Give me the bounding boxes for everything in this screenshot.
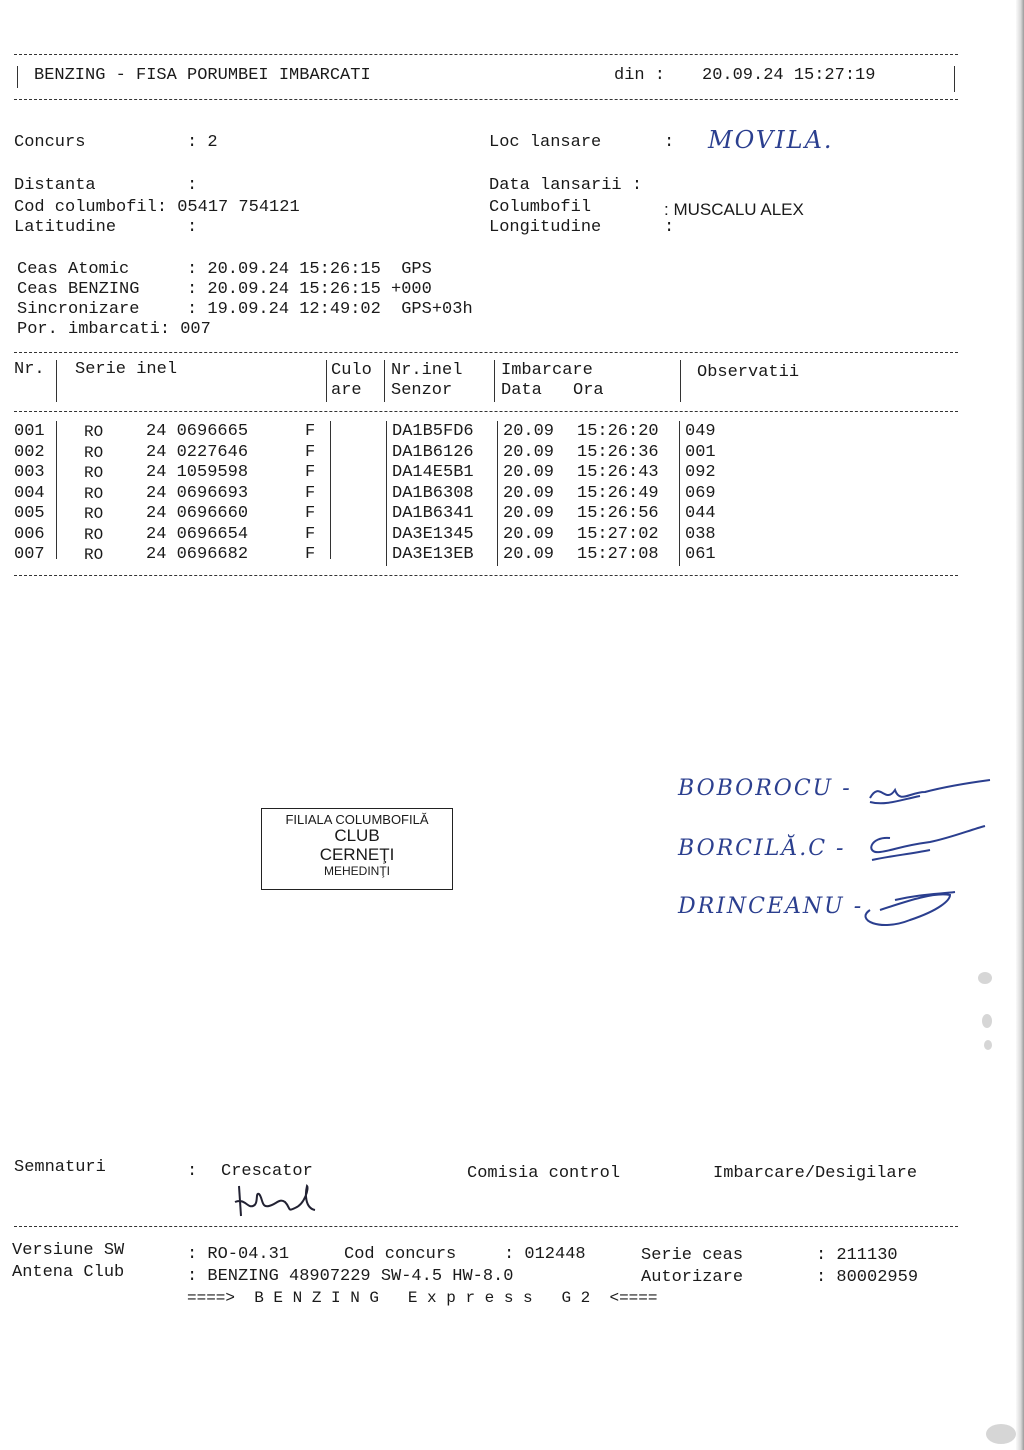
col-observatii: Observatii	[697, 363, 800, 382]
col-divider	[680, 360, 681, 402]
col-nr: Nr.	[14, 360, 45, 379]
columbofil-label: Columbofil	[489, 198, 592, 217]
row-senzor: DA1B6308	[392, 483, 474, 503]
autorizare-label: Autorizare	[641, 1268, 744, 1287]
benzing-express-banner: ====> B E N Z I N G E x p r e s s G 2 <====	[187, 1289, 658, 1307]
col-divider	[384, 360, 385, 402]
row-country: RO	[84, 505, 104, 523]
row-sex: F	[305, 442, 316, 462]
header-right-bar	[954, 66, 955, 92]
row-observatii: 044	[685, 504, 716, 523]
row-observatii: 092	[685, 463, 716, 482]
col-divider	[56, 360, 57, 402]
stamp-line-1: FILIALA COLUMBOFILĂ	[285, 812, 429, 827]
latitudine-label: Latitudine	[14, 218, 117, 237]
loc-lansare-label: Loc lansare	[489, 133, 602, 152]
row-sex: F	[305, 504, 316, 523]
scan-speck	[978, 972, 992, 984]
sincronizare-label: Sincronizare	[17, 300, 140, 319]
row-serie: 24 0696693	[146, 483, 249, 503]
row-divider	[386, 421, 387, 566]
distanta-label: Distanta	[14, 176, 96, 195]
document-title: BENZING - FISA PORUMBEI IMBARCATI	[34, 66, 371, 85]
row-senzor: DA1B6341	[392, 504, 474, 523]
row-nr: 005	[14, 504, 45, 523]
row-divider	[497, 421, 498, 566]
ceas-benzing-label: Ceas BENZING	[17, 280, 140, 299]
row-senzor: DA14E5B1	[392, 463, 474, 482]
row-divider	[56, 421, 57, 559]
row-ora: 15:26:43	[577, 463, 659, 482]
col-ora: Ora	[573, 381, 604, 400]
row-ora: 15:26:20	[577, 422, 659, 441]
paper-edge	[1016, 0, 1024, 1450]
col-culoare-1: Culo	[331, 361, 372, 380]
col-nr-inel: Nr.inel	[391, 361, 463, 380]
crescator-label: Crescator	[221, 1162, 313, 1181]
col-culoare-2: are	[331, 381, 362, 400]
row-serie: 24 0696665	[146, 422, 249, 441]
handwritten-name-3: DRINCEANU -	[678, 894, 864, 919]
row-country: RO	[84, 464, 104, 482]
ceas-atomic-label: Ceas Atomic	[17, 260, 130, 279]
row-serie: 24 0696682	[146, 545, 249, 564]
row-nr: 001	[14, 422, 45, 441]
header-bottom-rule	[14, 99, 958, 100]
handwritten-name-2: BORCILĂ.C -	[678, 836, 846, 861]
serie-ceas-label: Serie ceas	[641, 1246, 744, 1265]
col-data: Data	[501, 381, 542, 400]
autorizare-value: : 80002959	[816, 1268, 919, 1287]
row-data: 20.09	[503, 545, 555, 564]
row-observatii: 001	[685, 442, 716, 462]
row-observatii: 049	[685, 422, 716, 441]
row-country: RO	[84, 484, 104, 503]
row-country: RO	[84, 443, 104, 462]
data-lansarii-label: Data lansarii :	[489, 176, 643, 195]
row-ora: 15:26:49	[577, 483, 659, 503]
row-data: 20.09	[503, 442, 555, 462]
row-country: RO	[84, 546, 104, 564]
row-serie: 24 0227646	[146, 442, 249, 462]
print-date: 20.09.24 15:27:19	[702, 66, 876, 85]
row-nr: 002	[14, 442, 45, 462]
cod-columbofil: Cod columbofil: 05417 754121	[14, 198, 300, 217]
stamp-line-4: MEHEDINŢI	[324, 863, 390, 878]
table-top-rule	[14, 352, 958, 353]
table-header-rule	[14, 411, 958, 412]
date-label: din :	[614, 66, 666, 85]
row-serie: 24 0696654	[146, 524, 249, 544]
porumbei-imbarcati: Por. imbarcati: 007	[17, 320, 211, 339]
col-divider	[494, 360, 495, 402]
longitudine-value: :	[664, 218, 675, 237]
row-nr: 006	[14, 524, 45, 544]
handwritten-name-1: BOBOROCU -	[678, 776, 852, 801]
semnaturi-label: Semnaturi	[14, 1158, 106, 1177]
row-serie: 24 0696660	[146, 504, 249, 523]
row-sex: F	[305, 545, 316, 564]
antena-club-label: Antena Club	[12, 1263, 125, 1282]
row-country: RO	[84, 423, 104, 441]
comisia-control-label: Comisia control	[467, 1164, 621, 1183]
row-data: 20.09	[503, 483, 555, 503]
col-imbarcare: Imbarcare	[501, 361, 593, 380]
row-observatii: 069	[685, 483, 716, 503]
row-observatii: 061	[685, 545, 716, 564]
row-nr: 007	[14, 545, 45, 564]
signature-scribbles	[840, 770, 1000, 945]
row-senzor: DA3E1345	[392, 524, 474, 544]
row-sex: F	[305, 463, 316, 482]
footer-rule	[14, 1226, 958, 1227]
serie-ceas-value: : 211130	[816, 1246, 898, 1265]
scan-speck	[982, 1014, 992, 1028]
row-nr: 004	[14, 483, 45, 503]
row-senzor: DA3E13EB	[392, 545, 474, 564]
row-data: 20.09	[503, 504, 555, 523]
ceas-benzing-value: : 20.09.24 15:26:15 +000	[187, 280, 432, 299]
row-data: 20.09	[503, 524, 555, 544]
imbarcare-desigilare-label: Imbarcare/Desigilare	[713, 1164, 918, 1183]
antena-club-value: : BENZING 48907229 SW-4.5 HW-8.0	[187, 1267, 514, 1286]
versiune-sw-value: : RO-04.31	[187, 1245, 290, 1264]
ceas-atomic-value: : 20.09.24 15:26:15 GPS	[187, 260, 432, 279]
col-divider	[326, 360, 327, 402]
header-left-bar	[17, 66, 18, 88]
stamp-line-3: CERNEŢI	[319, 844, 395, 864]
concurs-value: : 2	[187, 133, 218, 152]
scan-speck	[984, 1040, 992, 1050]
table-bottom-rule	[14, 575, 958, 576]
col-senzor: Senzor	[391, 381, 453, 400]
latitudine-value: :	[187, 218, 198, 237]
semnaturi-colon: :	[187, 1162, 198, 1181]
scan-speck	[986, 1424, 1016, 1444]
row-sex: F	[305, 483, 316, 503]
crescator-signature	[225, 1178, 325, 1223]
stamp-line-2: CLUB	[334, 826, 380, 846]
longitudine-label: Longitudine	[489, 218, 602, 237]
concurs-label: Concurs	[14, 133, 86, 152]
row-ora: 15:27:08	[577, 545, 659, 564]
row-divider	[330, 421, 331, 559]
row-sex: F	[305, 422, 316, 441]
sincronizare-value: : 19.09.24 12:49:02 GPS+03h	[187, 300, 473, 319]
col-serie-inel: Serie inel	[75, 360, 178, 379]
row-ora: 15:26:56	[577, 504, 659, 523]
row-serie: 24 1059598	[146, 463, 249, 482]
row-data: 20.09	[503, 422, 555, 441]
row-senzor: DA1B6126	[392, 442, 474, 462]
row-country: RO	[84, 525, 104, 544]
columbofil-value: : MUSCALU ALEX	[664, 200, 804, 219]
row-ora: 15:26:36	[577, 442, 659, 462]
row-senzor: DA1B5FD6	[392, 422, 474, 441]
header-top-rule	[14, 54, 958, 55]
distanta-value: :	[187, 176, 198, 195]
cod-concurs-label: Cod concurs	[344, 1245, 457, 1264]
row-ora: 15:27:02	[577, 524, 659, 544]
row-sex: F	[305, 524, 316, 544]
loc-lansare-colon: :	[664, 133, 675, 152]
row-nr: 003	[14, 463, 45, 482]
club-stamp	[261, 808, 453, 890]
cod-concurs-value: : 012448	[504, 1245, 586, 1264]
loc-lansare-handwritten: MOVILA.	[708, 126, 834, 154]
versiune-sw-label: Versiune SW	[12, 1241, 125, 1260]
row-data: 20.09	[503, 463, 555, 482]
row-divider	[679, 421, 680, 566]
row-observatii: 038	[685, 524, 716, 544]
